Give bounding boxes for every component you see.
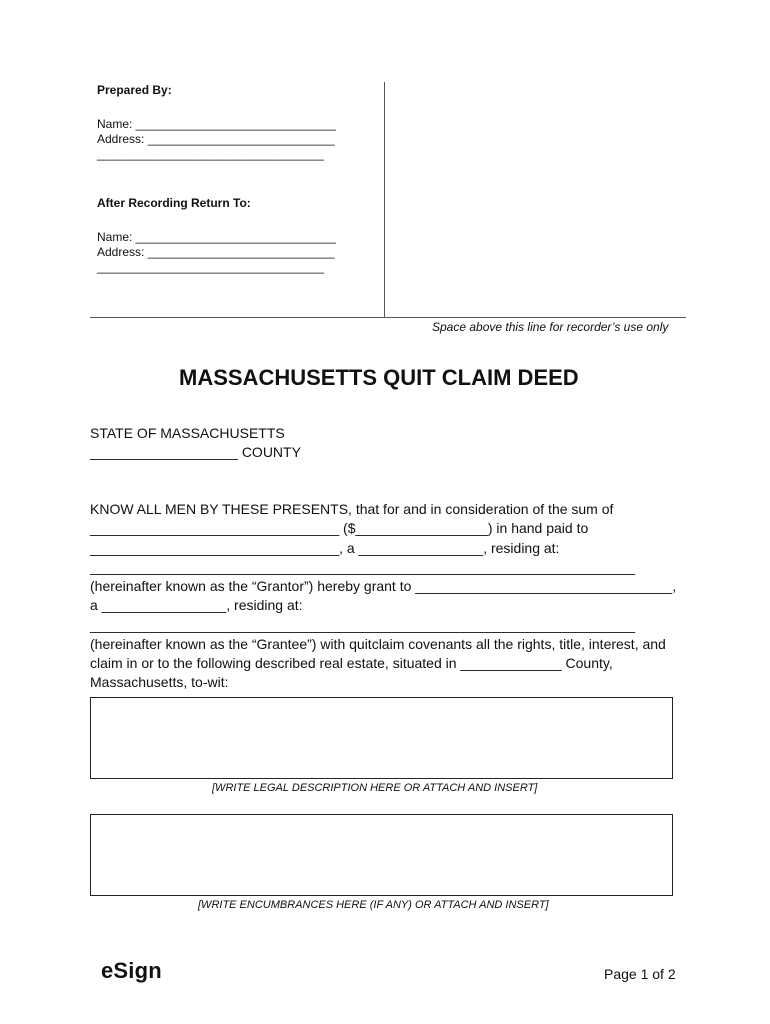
- prepared-by-heading: Prepared By:: [97, 83, 172, 97]
- return-address-line2[interactable]: __________________________________: [97, 260, 324, 274]
- encumbrances-caption: [WRITE ENCUMBRANCES HERE (IF ANY) OR ATTACH AND INSERT]: [198, 899, 549, 911]
- return-to-heading: After Recording Return To:: [97, 196, 251, 210]
- paragraph-line: KNOW ALL MEN BY THESE PRESENTS, that for and in consideration of the sum of: [90, 501, 614, 517]
- prepared-name-field[interactable]: Name: ______________________________: [97, 117, 336, 131]
- state-line: STATE OF MASSACHUSETTS: [90, 425, 285, 441]
- recorder-vertical-divider: [384, 82, 385, 318]
- paragraph-line[interactable]: claim in or to the following described real estate, situated in _____________ County,: [90, 655, 613, 671]
- legal-description-caption: [WRITE LEGAL DESCRIPTION HERE OR ATTACH AND INSERT]: [212, 782, 538, 794]
- page-number: Page 1 of 2: [604, 966, 676, 982]
- county-field[interactable]: ___________________ COUNTY: [90, 444, 301, 460]
- esign-logo: eSign: [101, 958, 162, 983]
- paragraph-line[interactable]: ______________________________________________________________________: [90, 617, 636, 633]
- prepared-address-field[interactable]: Address: ____________________________: [97, 132, 335, 146]
- paragraph-line[interactable]: a ________________, residing at:: [90, 597, 303, 613]
- recorder-use-note: Space above this line for recorder’s use only: [432, 320, 669, 334]
- encumbrances-box[interactable]: [90, 814, 673, 896]
- paragraph-line[interactable]: ________________________________, a ________________, residing at:: [90, 540, 560, 556]
- paragraph-line: (hereinafter known as the “Grantee”) with quitclaim covenants all the rights, title, interest, and: [90, 636, 666, 652]
- paragraph-line[interactable]: (hereinafter known as the “Grantor”) hereby grant to _________________________________,: [90, 578, 677, 594]
- paragraph-line[interactable]: ________________________________ ($_________________) in hand paid to: [90, 520, 589, 536]
- legal-description-box[interactable]: [90, 697, 673, 779]
- recorder-horizontal-divider: [90, 317, 686, 318]
- return-address-field[interactable]: Address: ____________________________: [97, 245, 335, 259]
- paragraph-line: Massachusetts, to-wit:: [90, 674, 229, 690]
- return-name-field[interactable]: Name: ______________________________: [97, 230, 336, 244]
- paragraph-line[interactable]: ______________________________________________________________________: [90, 559, 636, 575]
- prepared-address-line2[interactable]: __________________________________: [97, 147, 324, 161]
- document-title: MASSACHUSETTS QUIT CLAIM DEED: [179, 365, 579, 390]
